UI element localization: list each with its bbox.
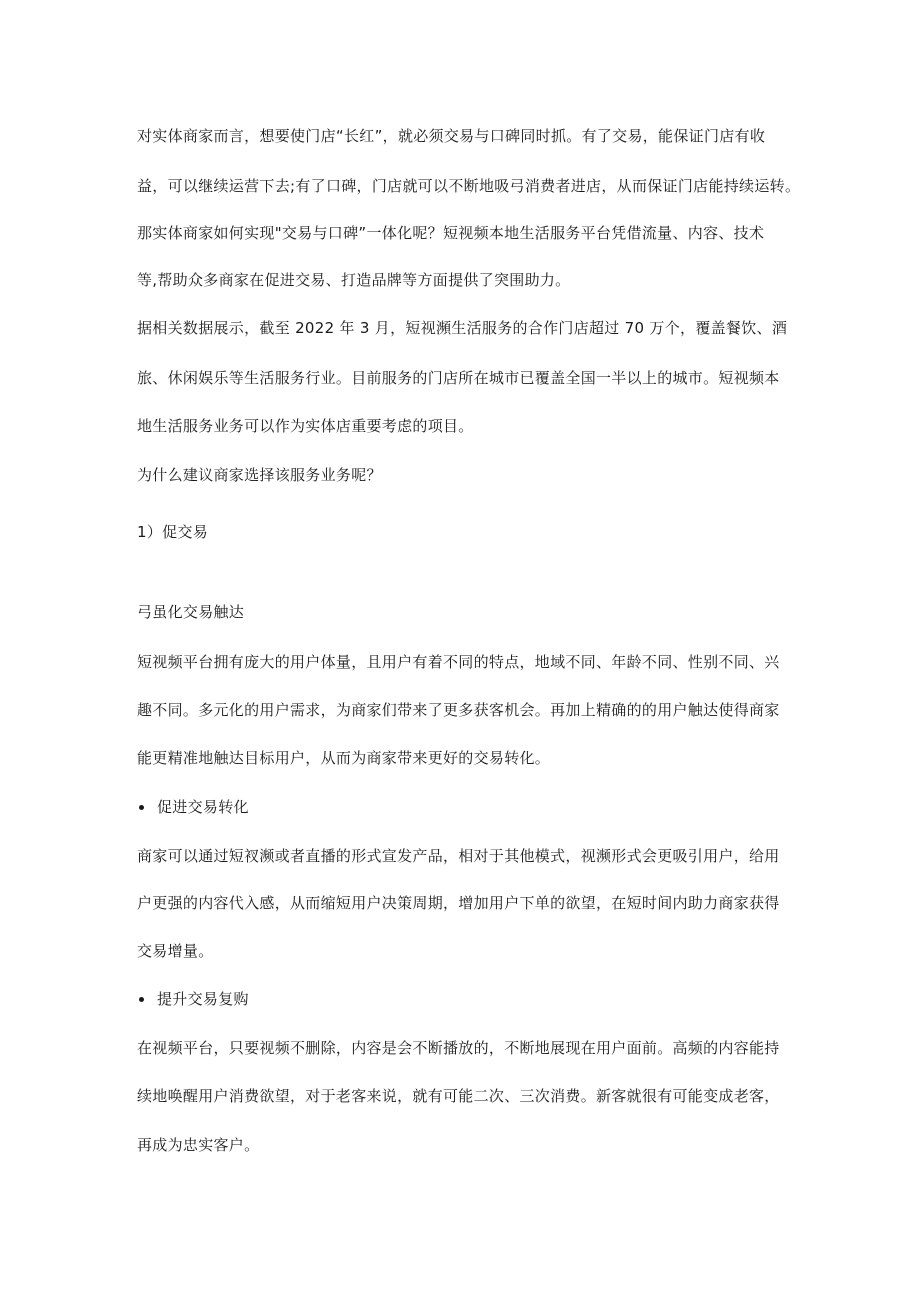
bullet-item-2: 提升交易复购: [157, 990, 249, 1008]
paragraph-4-line-2: 户更强的内容代入感，从而缩短用户决策周期，增加用户下单的欲望，在短时间内助力商家获得: [137, 894, 780, 912]
paragraph-2-line-3: 地生活服务业务可以作为实体店重要考虑的项目。: [137, 417, 474, 435]
paragraph-3-line-3: 能更精准地触达目标用户，从而为商家带来更好的交易转化。: [137, 749, 551, 767]
paragraph-2-line-1: 据相关数据展示，截至 2022 年 3 月，短视瀕生活服务的合作门店超过 70 万个，覆盖餐饮、酒: [137, 319, 788, 337]
bullet-dot-icon: [139, 997, 144, 1002]
question-line: 为什么建议商家选择该服务业务呢？: [137, 466, 382, 484]
paragraph-1-line-1: 对实体商家而言，想要使门店“长红”，就必须交易与口碑同时抓。有了交易，能保证门店有收: [137, 127, 766, 145]
paragraph-1-line-4: 等,帮助众多商家在促进交易、打造品牌等方面提供了突围助力。: [137, 271, 571, 289]
paragraph-3-line-1: 短视频平台拥有庞大的用户体量，且用户有着不同的特点，地域不同、年龄不同、性别不同、兴: [137, 653, 780, 671]
paragraph-5-line-1: 在视频平台，只要视频不删除，内容是会不断播放的，不断地展现在用户面前。高频的内容能持: [137, 1039, 780, 1057]
paragraph-4-line-3: 交易增量。: [137, 942, 214, 960]
paragraph-1-line-3: 那实体商家如何实现"交易与口碑”一体化呢？短视频本地生活服务平台凭借流量、内容、技术: [137, 224, 765, 242]
bullet-item-1: 促进交易转化: [157, 798, 249, 816]
paragraph-5-line-2: 续地唤醒用户消费欲望，对于老客来说，就有可能二次、三次消费。新客就很有可能变成老客，: [137, 1087, 780, 1105]
paragraph-2-line-2: 旅、休闲娱乐等生活服务行业。目前服务的门店所在城市已覆盖全国一半以上的城市。短视频本: [137, 369, 780, 387]
bullet-dot-icon: [139, 805, 144, 810]
paragraph-1-line-2: 益，可以继续运营下去;有了口碑，门店就可以不断地吸弓消费者进店，从而保证门店能持续运转。: [137, 177, 801, 195]
paragraph-4-line-1: 商家可以通过短衩濒或者直播的形式宣发产品，相对于其他模式，视濒形式会更吸引用户，给用: [137, 847, 780, 865]
paragraph-3-line-2: 趣不同。多元化的用户需求，为商家们带来了更多获客机会。再加上精确的的用户触达使得商家: [137, 701, 780, 719]
paragraph-5-line-3: 再成为忠实客户。: [137, 1136, 260, 1154]
subheading: 弓虽化交易触达: [137, 603, 245, 621]
section-heading: 1）促交易: [137, 523, 209, 541]
